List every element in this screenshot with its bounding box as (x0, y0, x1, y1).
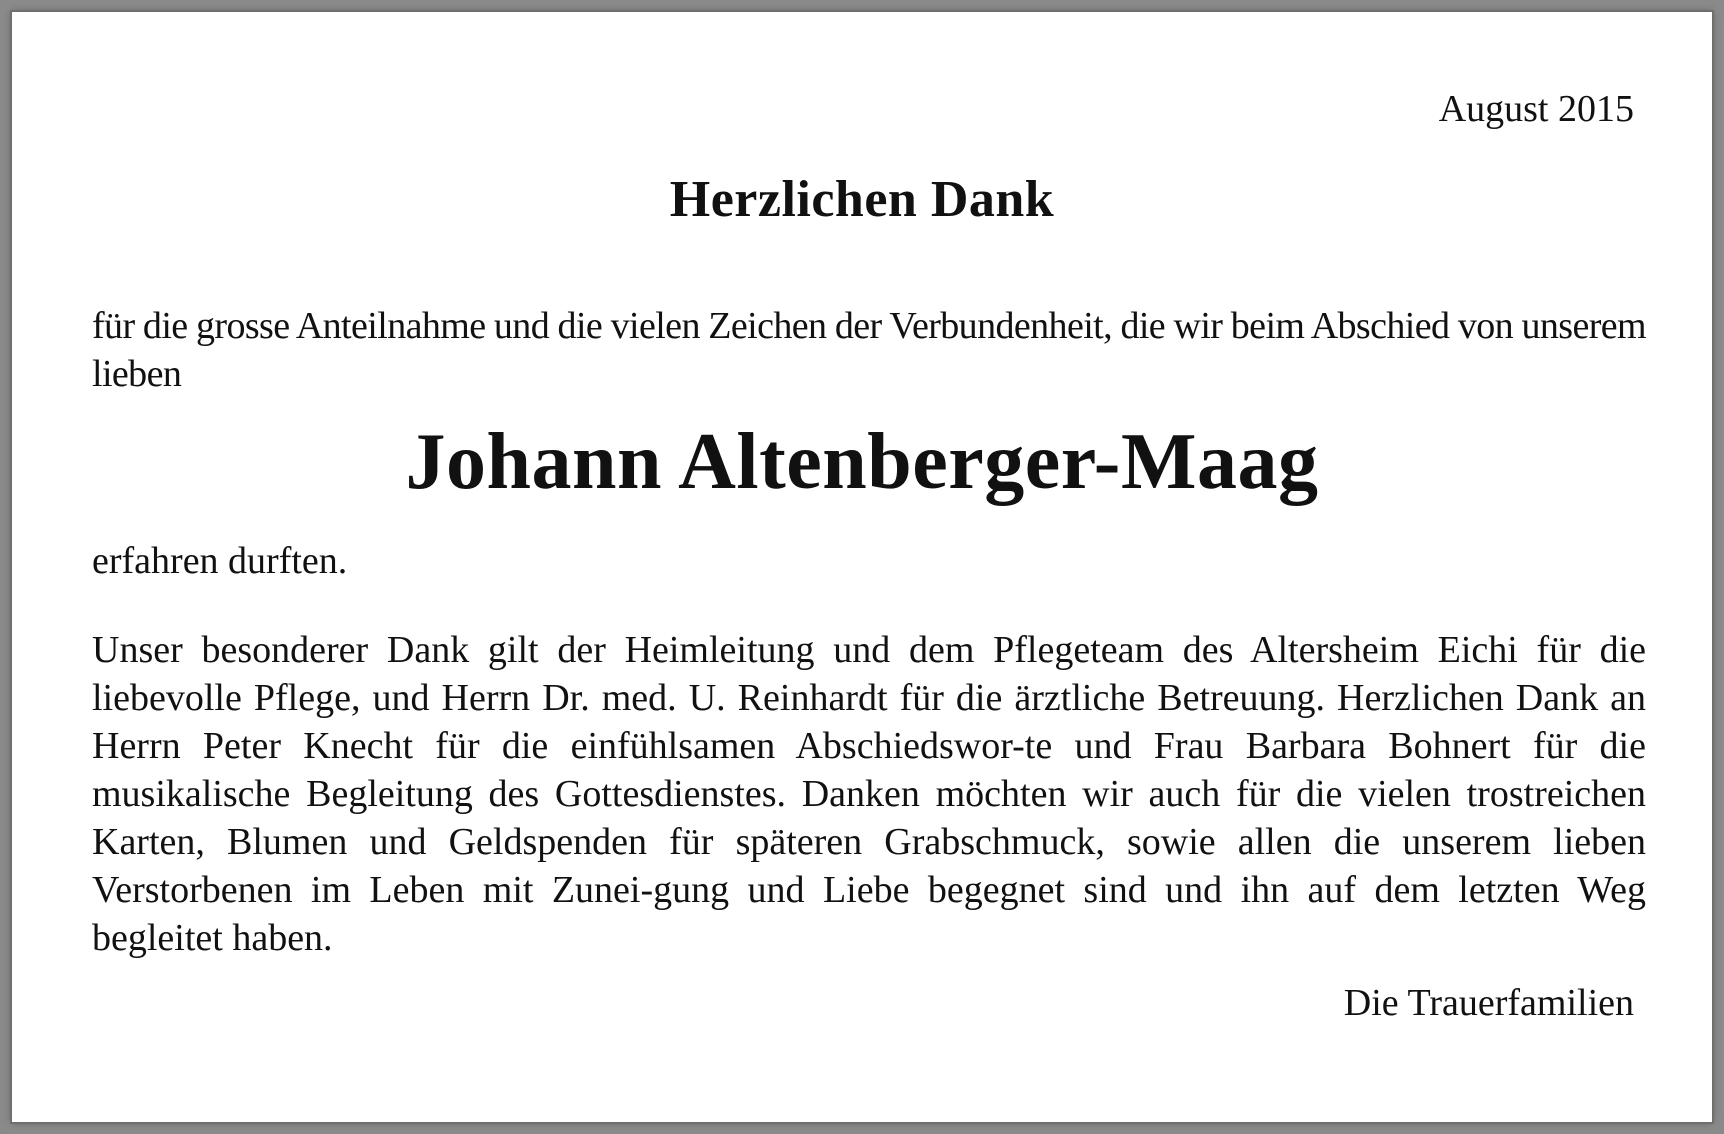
deceased-name: Johann Altenberger-Maag (405, 418, 1319, 506)
signature-line: Die Trauerfamilien (1343, 982, 1634, 1024)
thanks-paragraph: Unser besonderer Dank gilt der Heimleitung und dem Pflegeteam des Altersheim Eichi für die liebevolle Pflege, und Herrn Dr. med. U. Reinhardt für die ärztliche Betreuung. Herzlichen Dank an Herrn Peter Knecht für die einfühlsamen Abschiedswor-te und Frau Barbara Bohnert für die musikalische Begleitung des Gottesdienstes. Danken möchten wir auch für die vielen trostreichen Karten, Blumen und Geldspenden für späteren Grabschmuck, sowie allen die unserem lieben Verstorbenen im Leben mit Zunei-gung und Liebe begegnet sind und ihn auf dem letzten Weg begleitet haben. (92, 629, 1646, 959)
notice-heading: Herzlichen Dank (669, 171, 1055, 228)
notice-date: August 2015 (1438, 88, 1634, 130)
intro-paragraph: für die grosse Anteilnahme und die vielen Zeichen der Verbundenheit, die wir beim Abschied von unserem lieben (92, 305, 1646, 395)
notice-page (12, 12, 1712, 1122)
outro-line: erfahren durften. (92, 540, 348, 582)
